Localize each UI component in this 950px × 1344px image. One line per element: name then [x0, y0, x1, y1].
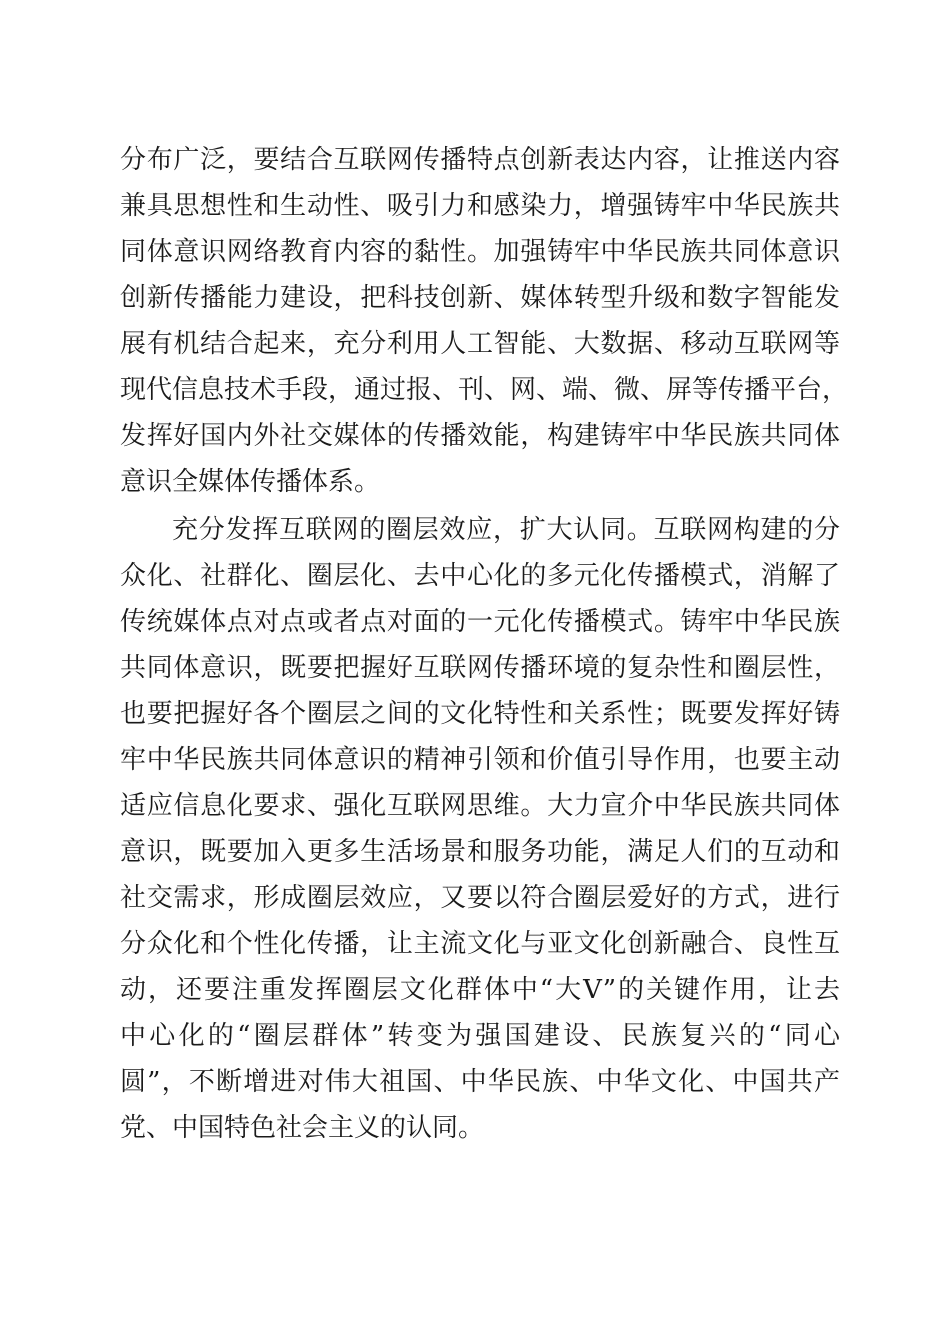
paragraph-2-line-2: 众化、社群化、圈层化、去中心化的多元化传播模式，消解了 — [120, 561, 840, 591]
paragraph-2-line-12: 中心化的“圈层群体”转变为强国建设、民族复兴的“同心 — [120, 1021, 840, 1051]
paragraph-1-line-5: 展有机结合起来，充分利用人工智能、大数据、移动互联网等 — [120, 329, 840, 359]
paragraph-2-line-6: 牢中华民族共同体意识的精神引领和价值引导作用，也要主动 — [120, 745, 840, 775]
paragraph-1-line-3: 同体意识网络教育内容的黏性。加强铸牢中华民族共同体意识 — [120, 237, 840, 267]
paragraph-2-line-3: 传统媒体点对点或者点对面的一元化传播模式。铸牢中华民族 — [120, 607, 840, 637]
paragraph-1-line-4: 创新传播能力建设，把科技创新、媒体转型升级和数字智能发 — [120, 283, 840, 313]
paragraph-2-line-14: 党、中国特色社会主义的认同。 — [120, 1113, 485, 1143]
paragraph-2-line-8: 意识，既要加入更多生活场景和服务功能，满足人们的互动和 — [120, 837, 840, 867]
paragraph-1-line-7: 发挥好国内外社交媒体的传播效能，构建铸牢中华民族共同体 — [120, 421, 840, 451]
paragraph-2-line-5: 也要把握好各个圈层之间的文化特性和关系性；既要发挥好铸 — [120, 699, 840, 729]
paragraph-1-line-6: 现代信息技术手段，通过报、刊、网、端、微、屏等传播平台， — [120, 375, 849, 405]
paragraph-2-line-13: 圆”，不断增进对伟大祖国、中华民族、中华文化、中国共产 — [120, 1067, 840, 1097]
paragraph-2-line-7: 适应信息化要求、强化互联网思维。大力宣介中华民族共同体 — [120, 791, 840, 821]
paragraph-1-line-8: 意识全媒体传播体系。 — [120, 467, 381, 497]
paragraph-2-line-1: 充分发挥互联网的圈层效应，扩大认同。互联网构建的分 — [172, 515, 840, 545]
paragraph-2-line-4: 共同体意识，既要把握好互联网传播环境的复杂性和圈层性， — [120, 653, 840, 683]
paragraph-1-line-1: 分布广泛，要结合互联网传播特点创新表达内容，让推送内容 — [120, 145, 840, 175]
paragraph-2-line-9: 社交需求，形成圈层效应，又要以符合圈层爱好的方式，进行 — [120, 883, 840, 913]
paragraph-2-line-11: 动，还要注重发挥圈层文化群体中“大V”的关键作用，让去 — [120, 975, 840, 1005]
paragraph-2-line-10: 分众化和个性化传播，让主流文化与亚文化创新融合、良性互 — [120, 929, 840, 959]
paragraph-1-line-2: 兼具思想性和生动性、吸引力和感染力，增强铸牢中华民族共 — [120, 191, 840, 221]
